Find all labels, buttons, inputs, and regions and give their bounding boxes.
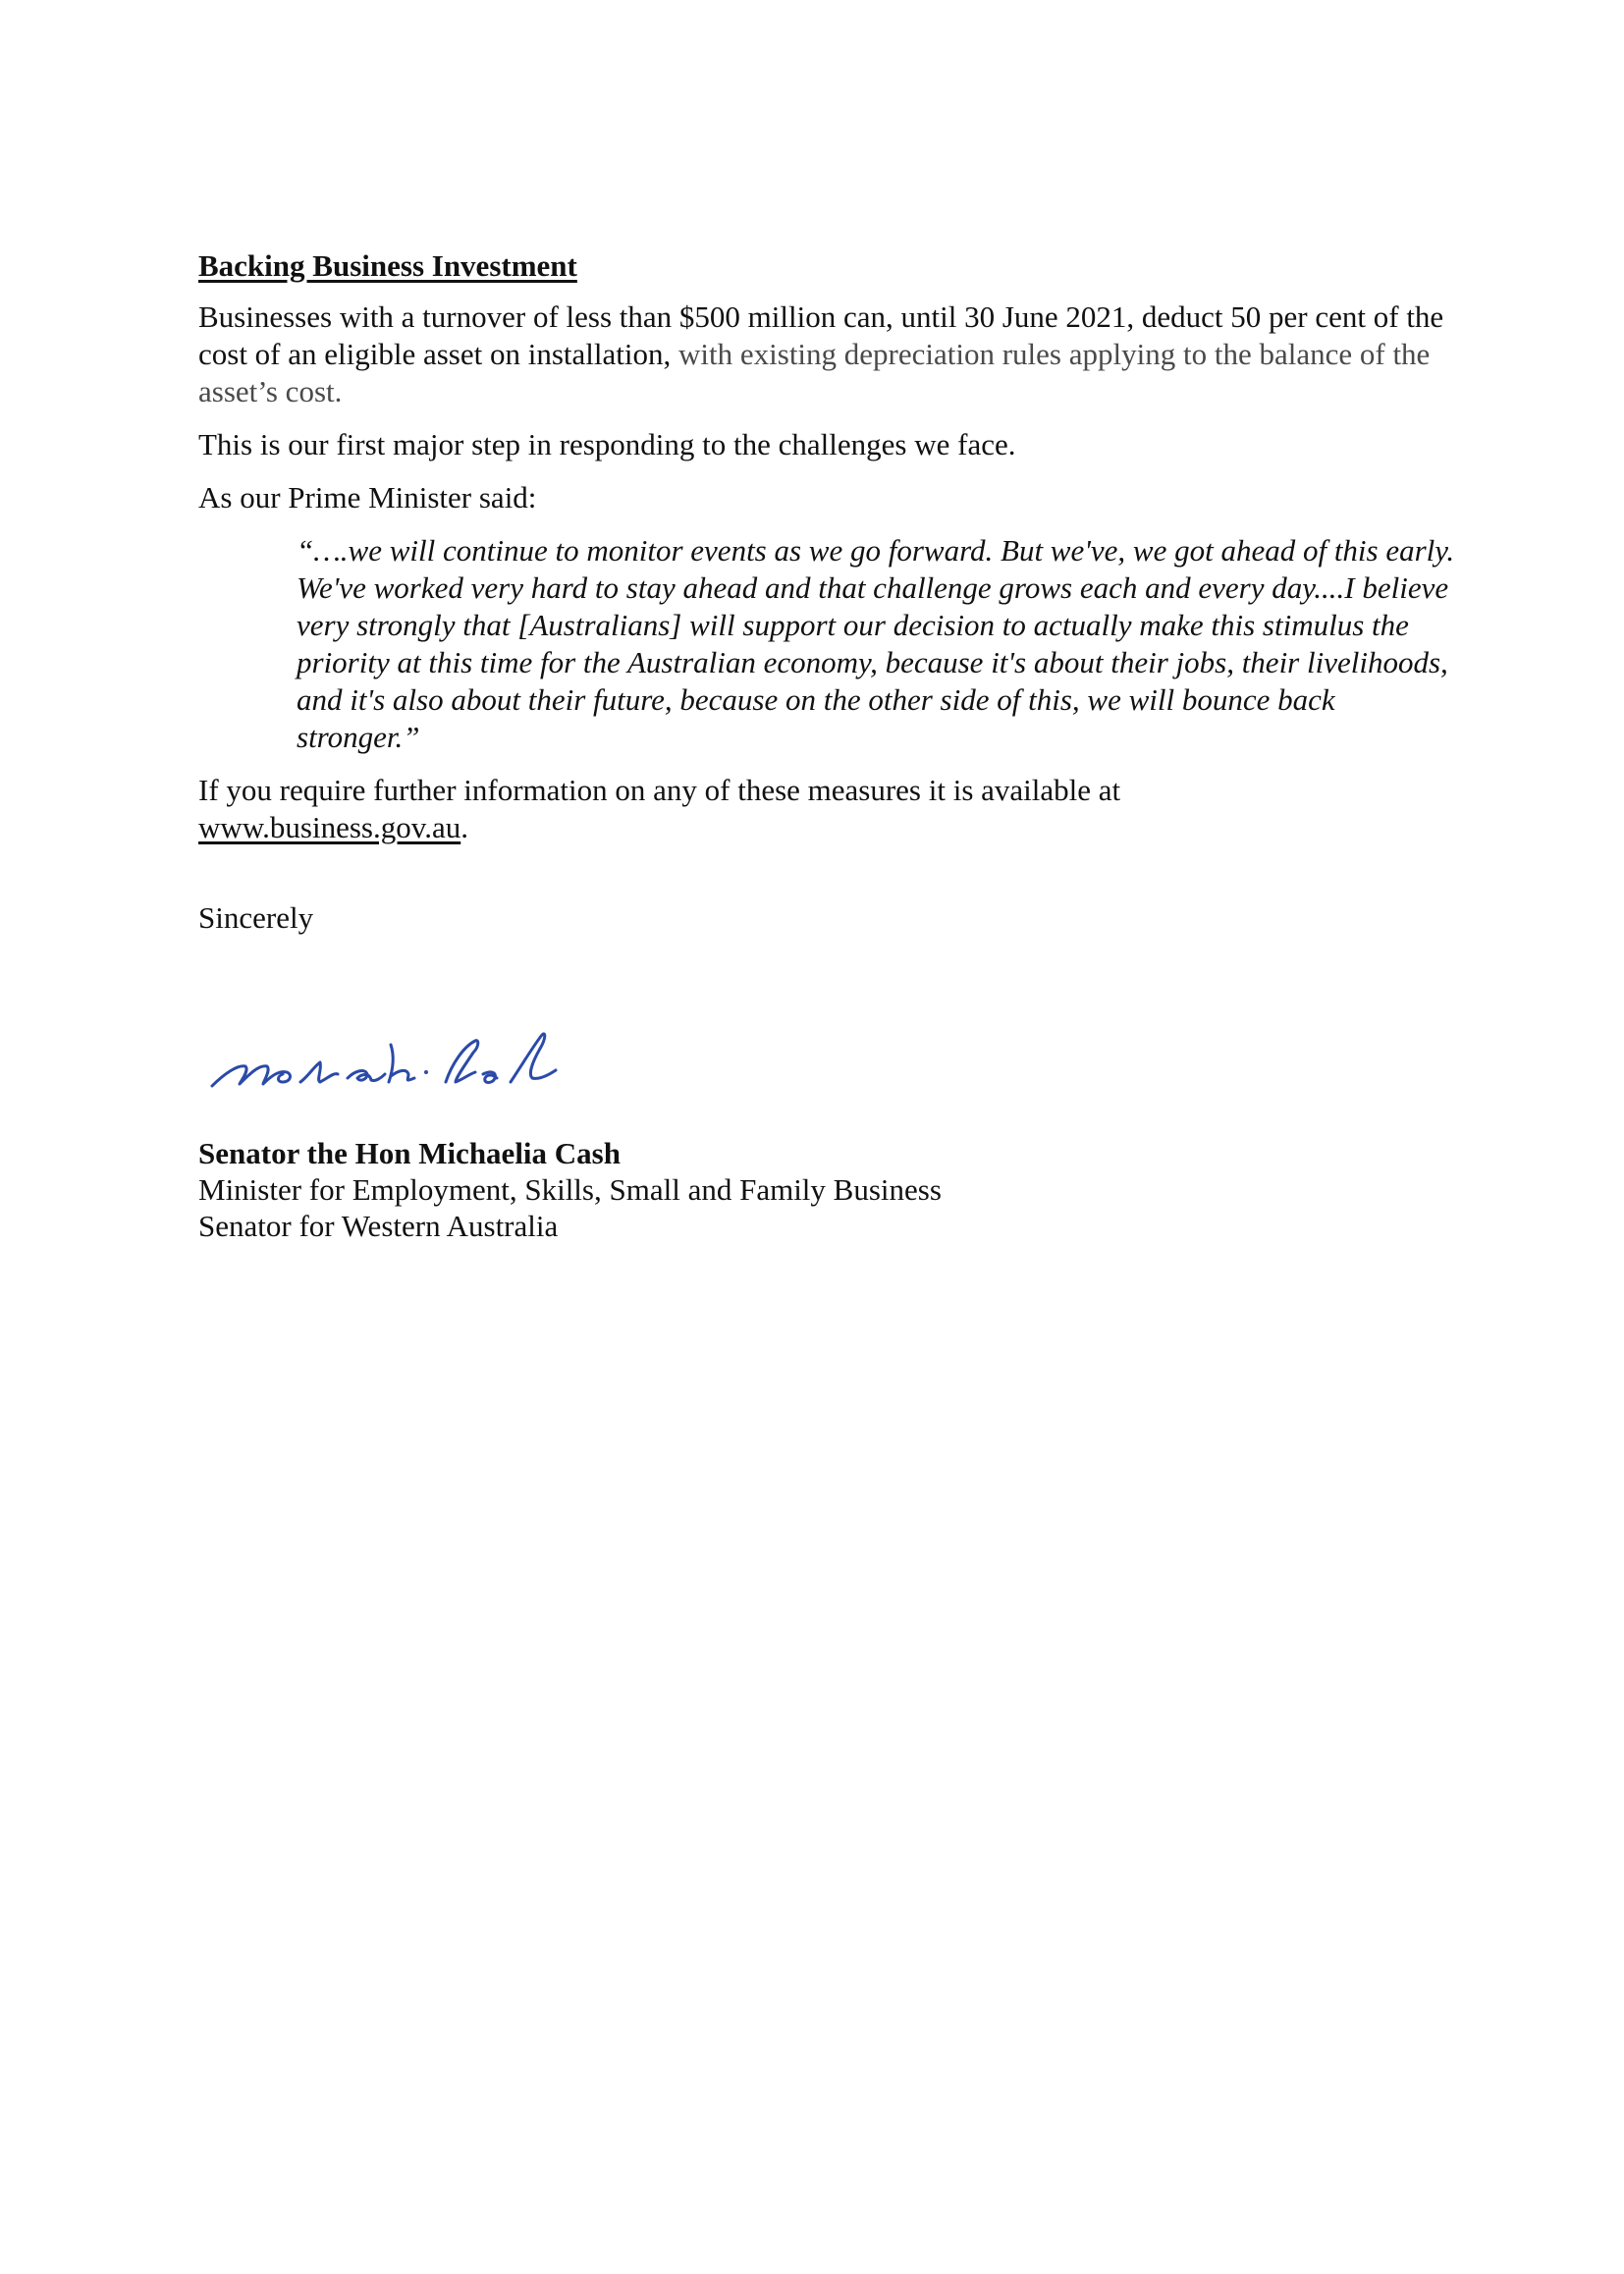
signatory-title: Minister for Employment, Skills, Small and Family Business [198,1172,942,1207]
paragraph-prime-minister: As our Prime Minister said: [198,480,537,514]
signatory-name: Senator the Hon Michaelia Cash [198,1136,621,1170]
signatory-block [198,1135,1465,1244]
signature-graphic [198,996,630,1106]
paragraph-investment-tail: with existing depreciation rules applying to the balance of the asset’s cost. [198,337,1431,408]
handwritten-signature [198,996,1465,1106]
paragraph-investment-main: Businesses with a turnover of less than $500 million can, until 30 June 2021, deduct 50 per cent of the cost of an eligible asset on installation, [198,299,1444,371]
paragraph-investment [198,298,1465,410]
further-info-end: . [460,810,468,844]
further-info-text: If you require further information on any of these measures it is available at [198,773,1121,807]
signatory-state: Senator for Western Australia [198,1209,559,1243]
paragraph-further-info [198,772,1465,846]
section-heading: Backing Business Investment [198,248,577,283]
prime-minister-quote: “….we will continue to monitor events as we go forward. But we've, we got ahead of this early. We've worked very hard to stay ahead and that challenge grows each and every day....I believe very strongly that [Australians] will support our decision to actually make this stimulus the priority at this time for the Australian economy, because it's about their jobs, their livelihoods, and it's also about their future, because on the other side of this, we will bounce back stronger.” [297,533,1455,754]
letter-body [198,247,1465,1244]
closing-salutation: Sincerely [198,900,314,935]
paragraph-first-step: This is our first major step in responding to the challenges we face. [198,427,1016,461]
business-gov-link[interactable]: www.business.gov.au [198,810,461,844]
